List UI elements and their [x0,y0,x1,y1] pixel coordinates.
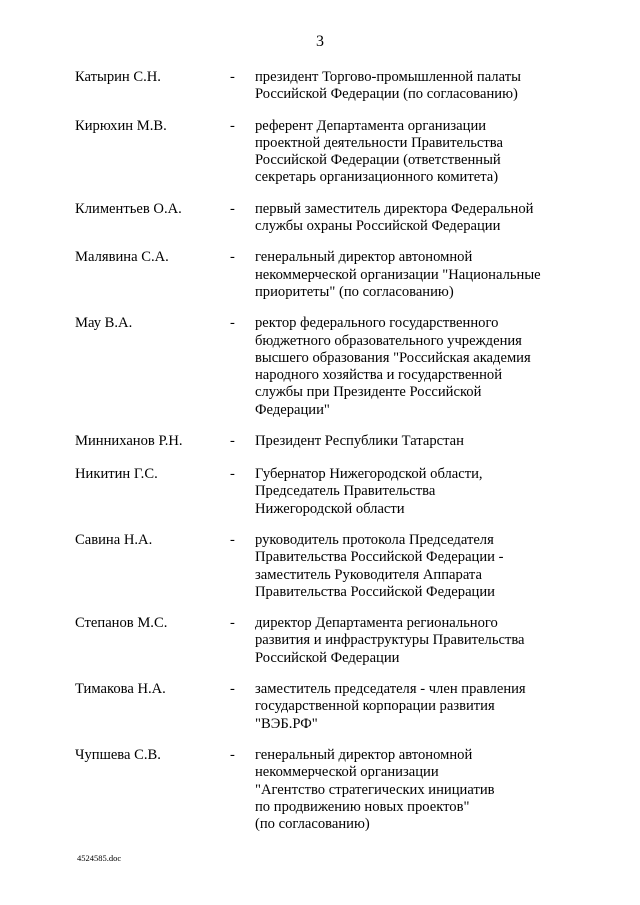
member-description: референт Департамента организации проектной деятельности Правительства Российской Федерации (ответственный секретарь организационного комитета) [255,117,503,186]
member-entry [0,315,640,419]
page-number: 3 [316,33,324,50]
member-dash: - [230,466,235,483]
member-entry [0,69,640,104]
member-dash: - [230,433,235,450]
member-name: Климентьев О.А. [75,200,182,217]
member-name: Малявина С.А. [75,249,169,266]
member-description: Губернатор Нижегородской области, Председатель Правительства Нижегородской области [255,466,483,517]
member-name: Никитин Г.С. [75,466,158,483]
member-name: Катырин С.Н. [75,69,161,85]
member-dash: - [230,531,235,548]
member-description: руководитель протокола Председателя Правительства Российской Федерации - заместитель Руководителя Аппарата Правительства Российской Федерации [255,531,504,600]
member-name: Чупшева С.В. [75,746,161,763]
member-dash: - [230,681,235,698]
member-name: Савина Н.А. [75,531,153,548]
member-description: генеральный директор автономной некоммерческой организации "Национальные приоритеты" (по согласованию) [255,249,541,300]
members-list [0,69,640,847]
file-reference: 4524585.doc [77,853,122,863]
member-dash: - [230,69,235,85]
member-entry [0,747,640,833]
member-name: Минниханов Р.Н. [75,433,183,450]
member-description: директор Департамента регионального развития и инфраструктуры Правительства Российской Федерации [255,615,525,666]
member-name: Тимакова Н.А. [75,681,166,698]
member-name: Степанов М.С. [75,615,168,632]
member-description: Президент Республики Татарстан [255,433,464,450]
member-name: Кирюхин М.В. [75,117,167,134]
member-dash: - [230,117,235,134]
member-description: ректор федерального государственного бюджетного образовательного учреждения высшего образования "Российская академия народного хозяйства и государственной службы при Президенте Российской Федерации" [255,315,531,418]
member-dash: - [230,746,235,763]
member-name: Мау В.А. [75,315,133,332]
member-entry [0,532,640,601]
member-description: первый заместитель директора Федеральной службы охраны Российской Федерации [255,200,534,235]
member-entry [0,249,640,301]
member-description: заместитель председателя - член правления государственной корпорации развития "ВЭБ.РФ" [255,681,526,732]
member-entry [0,433,640,452]
member-description: генеральный директор автономной некоммерческой организации "Агентство стратегических инициатив по продвижению новых проектов" (по согласованию) [255,746,495,833]
member-dash: - [230,615,235,632]
member-entry [0,466,640,518]
member-entry [0,118,640,187]
member-entry [0,615,640,667]
member-description: президент Торгово-промышленной палаты Российской Федерации (по согласованию) [255,69,521,103]
member-entry [0,201,640,236]
member-dash: - [230,200,235,217]
member-dash: - [230,315,235,332]
member-entry [0,681,640,733]
member-dash: - [230,249,235,266]
